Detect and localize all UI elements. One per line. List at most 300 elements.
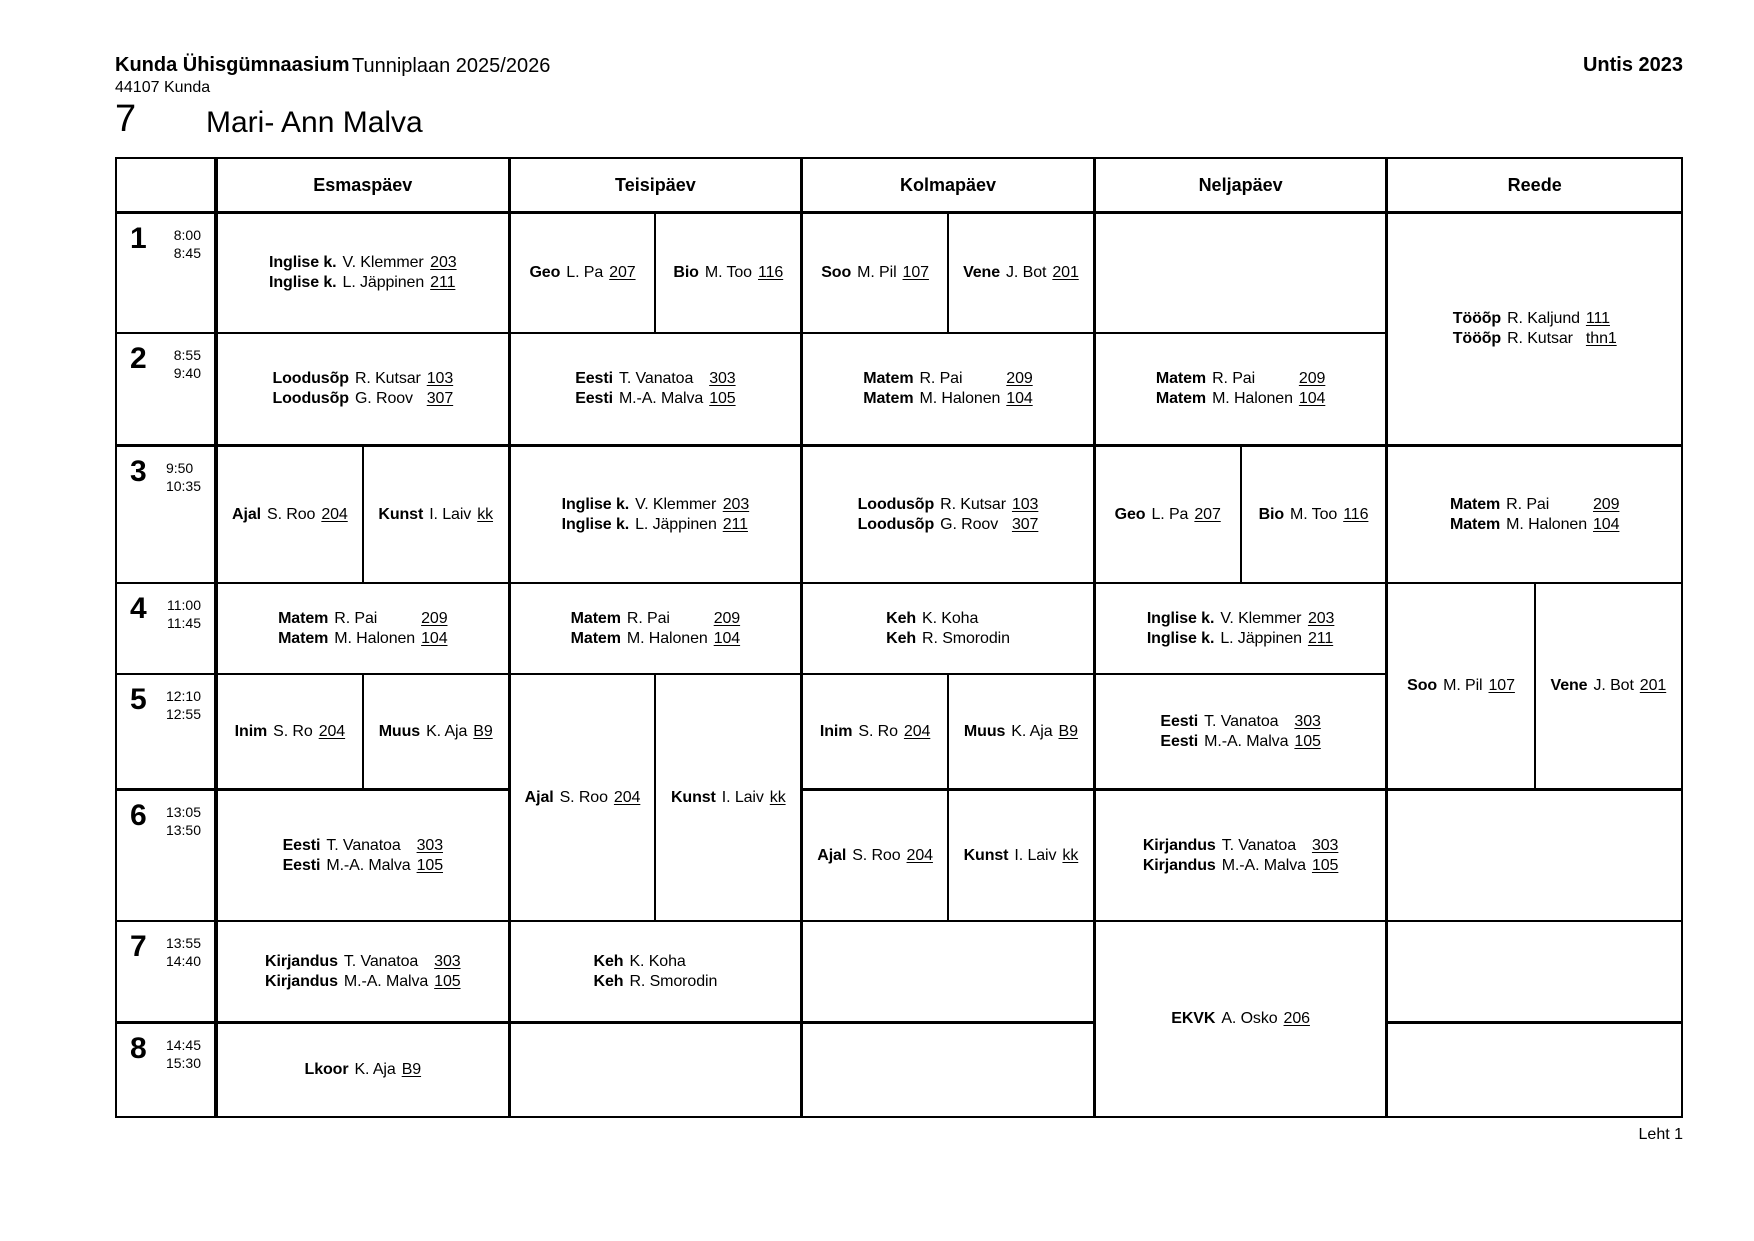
lesson-cell [218,675,511,791]
lesson-group [855,495,1042,535]
lesson-group [229,505,351,525]
lesson-group [302,1060,425,1080]
lesson-cell [1096,447,1389,584]
lesson-subject: EKVK [1171,1010,1216,1027]
lesson-teacher: R. Pai [1506,495,1550,513]
lesson-teacher: S. Roo [559,788,608,806]
lesson-cell [1096,922,1389,1116]
lesson-line [302,1060,425,1080]
lesson-subject: Eesti [575,390,613,407]
lesson-subject: Inglise k. [269,254,337,271]
period-start-time: 8:00 [173,227,201,243]
lesson-subcell [1536,584,1681,788]
lesson-line [961,722,1081,742]
lesson-line [855,495,1042,515]
lesson-teacher: S. Ro [858,722,898,740]
lesson-line [668,788,789,808]
lesson-room: 204 [613,788,641,806]
lesson-room: 107 [902,264,929,281]
empty-cell [803,922,1096,1024]
lesson-group [266,253,460,293]
lesson-room: 203 [722,495,750,513]
lesson-subject: Matem [278,609,329,627]
lesson-line [572,389,738,409]
lesson-room: 104 [1298,390,1326,407]
period-end-time: 10:35 [165,478,201,495]
lesson-line [670,263,786,283]
lesson-line [817,722,933,742]
empty-cell [511,1024,804,1116]
lesson-group [591,952,721,992]
lesson-room: 307 [426,390,454,407]
empty-cell [1388,922,1681,1024]
lesson-subject: Inglise k. [1146,629,1215,647]
lesson-room: 105 [709,390,736,407]
period-times [166,933,201,970]
lesson-teacher: R. Pai [626,609,670,627]
lesson-line [526,263,638,283]
lesson-subject: Geo [1114,505,1146,523]
lesson-teacher: M. Halonen [1212,390,1293,407]
lesson-group [280,836,446,876]
untis-brand: Untis 2023 [1582,54,1683,76]
lesson-cell [511,447,804,584]
lesson-line [1157,732,1323,752]
lesson-line [266,253,460,273]
lesson-cell [1096,584,1389,675]
period-cell [117,922,218,1024]
lesson-subject: Keh [886,629,917,647]
lesson-cell [218,1024,511,1116]
period-number: 3 [130,455,147,488]
lesson-teacher: A. Osko [1221,1010,1278,1027]
lesson-room: 206 [1283,1010,1310,1027]
lesson-group [817,722,933,742]
lesson-subject: Kirjandus [265,972,338,990]
lesson-subject: Inim [819,722,853,740]
lesson-line [1168,1009,1313,1029]
lesson-line [1450,309,1620,329]
lesson-line [883,629,1013,649]
corner-cell [117,159,218,214]
lesson-group [1168,1009,1313,1029]
lesson-room: 107 [1488,677,1515,694]
period-start-time: 13:05 [165,804,201,820]
lesson-room: 203 [430,254,457,271]
lesson-line [960,263,1082,283]
lesson-cell [218,334,511,447]
lesson-teacher: M.-A. Malva [326,856,411,874]
period-times [166,686,201,723]
lesson-cell [511,675,804,922]
lesson-subject: Matem [570,629,621,647]
lesson-room: 307 [1011,515,1039,533]
lesson-room: 104 [1006,390,1033,407]
period-times [167,595,201,632]
empty-cell [1388,1024,1681,1116]
lesson-subject: Matem [1449,495,1501,513]
lesson-teacher: M.-A. Malva [618,390,704,407]
lesson-teacher: I. Laiv [1014,846,1057,864]
lesson-line [1153,369,1328,389]
lesson-line [375,505,496,525]
lesson-teacher: R. Kutsar [1507,330,1573,347]
period-number: 8 [130,1032,147,1065]
lesson-teacher: I. Laiv [721,788,764,806]
lesson-teacher: V. Klemmer [342,254,424,271]
lesson-group [376,722,496,742]
lesson-teacher: S. Roo [267,505,316,523]
lesson-teacher: M. Pil [857,264,897,281]
lesson-group [232,722,348,742]
lesson-subject: Soo [821,264,852,281]
lesson-line [961,846,1082,866]
lesson-teacher: J. Bot [1006,264,1047,281]
day-header [1388,159,1681,214]
timetable-grid [115,157,1683,1118]
lesson-group [1144,609,1338,649]
lesson-subject: Keh [593,952,624,970]
lesson-subcell [364,675,508,788]
lesson-subject: Loodusõp [272,370,349,387]
lesson-subject: Eesti [1160,732,1199,750]
period-cell [117,334,218,447]
lesson-subject: Matem [863,390,914,407]
lesson-group [1157,712,1323,752]
day-header-label: Teisipäev [615,174,696,195]
lesson-group [262,952,464,992]
lesson-teacher: K. Aja [1011,722,1053,740]
lesson-room: 103 [426,370,454,387]
lesson-group [1153,369,1328,409]
lesson-room: 105 [434,972,461,990]
lesson-line [266,273,460,293]
lesson-subject: Geo [529,264,561,281]
lesson-cell [218,447,511,584]
lesson-line [860,389,1035,409]
lesson-group [960,263,1082,283]
lesson-subject: Inglise k. [269,274,337,291]
lesson-room: 104 [713,629,741,647]
lesson-subcell [803,791,949,920]
lesson-teacher: G. Roov [940,515,999,533]
period-end-time: 8:45 [173,245,201,262]
lesson-teacher: T. Vanatoa [618,370,694,387]
lesson-group [559,495,753,535]
lesson-line [814,846,936,866]
lesson-group [883,609,1013,649]
school-name: Kunda Ühisgümnaasium [115,54,350,76]
lesson-group [568,609,743,649]
lesson-teacher: K. Aja [354,1061,396,1078]
lesson-line [1450,329,1620,349]
lesson-cell [218,214,511,334]
lesson-subcell [1242,447,1386,582]
lesson-subject: Tööõp [1452,310,1502,327]
lesson-subcell [949,791,1093,920]
page-number: Leht 1 [1638,1126,1683,1143]
lesson-cell [803,675,1096,791]
lesson-group [526,263,638,283]
lesson-subject: Muus [378,722,421,740]
lesson-room: 207 [609,264,636,281]
lesson-subject: Keh [593,972,624,990]
lesson-subject: Inim [234,722,268,740]
lesson-teacher: S. Ro [273,722,313,740]
lesson-line [280,856,446,876]
period-end-time: 14:40 [165,953,201,970]
lesson-cell [1096,791,1389,922]
lesson-line [1447,515,1622,535]
period-times [174,345,201,382]
lesson-line [883,609,1013,629]
lesson-subcell [218,447,364,582]
lesson-room: thn1 [1585,330,1617,347]
period-end-time: 12:55 [165,706,201,723]
period-number: 2 [130,342,147,375]
plan-title: Tunniplaan 2025/2026 [352,55,551,77]
lesson-teacher: I. Laiv [429,505,472,523]
lesson-cell [218,791,511,922]
day-header-label: Esmaspäev [313,174,413,195]
lesson-teacher: S. Roo [852,846,901,864]
lesson-teacher: G. Roov [354,390,413,407]
day-header [218,159,511,214]
lesson-group [1450,309,1620,349]
lesson-subcell [803,675,949,788]
lesson-group [860,369,1035,409]
lesson-subject: Matem [1449,515,1501,533]
lesson-subject: Ajal [232,505,261,523]
lesson-teacher: T. Vanatoa [1221,836,1297,854]
lesson-group [375,505,496,525]
lesson-subcell [656,675,800,920]
lesson-subject: Kirjandus [265,952,338,970]
lesson-group [1112,505,1224,525]
period-start-time: 8:55 [173,347,201,363]
lesson-line [232,722,348,742]
lesson-teacher: R. Smorodin [922,629,1010,647]
lesson-room: 303 [434,952,461,970]
lesson-cell [218,584,511,675]
lesson-cell [803,447,1096,584]
lesson-room: 207 [1194,505,1221,523]
lesson-subject: Vene [963,264,1001,281]
period-end-time: 9:40 [173,365,201,382]
lesson-teacher: R. Kaljund [1507,310,1580,327]
lesson-line [1256,505,1372,525]
period-end-time: 15:30 [165,1055,201,1072]
lesson-room: 303 [416,836,443,854]
lesson-room: 105 [1294,732,1321,750]
lesson-subcell [656,214,800,332]
period-times [166,1035,201,1072]
lesson-subject: Loodusõp [857,515,935,533]
period-number: 6 [130,799,147,832]
lesson-subcell [1096,447,1242,582]
lesson-line [1447,495,1622,515]
lesson-cell [511,334,804,447]
lesson-teacher: T. Vanatoa [1204,712,1279,730]
lesson-subject: Eesti [282,836,321,854]
lesson-room: 209 [1298,370,1326,387]
lesson-subject: Matem [1155,370,1207,387]
lesson-subcell [1388,584,1535,788]
lesson-group [670,263,786,283]
lesson-room: 201 [1052,264,1079,281]
lesson-line [280,836,446,856]
lesson-subject: Matem [570,609,621,627]
lesson-teacher: M. Halonen [334,629,416,647]
lesson-line [269,389,456,409]
empty-cell [1096,214,1389,334]
lesson-line [1157,712,1323,732]
lesson-teacher: R. Pai [334,609,378,627]
lesson-subject: Eesti [1160,712,1199,730]
student-name: Mari- Ann Malva [206,106,423,139]
lesson-line [568,609,743,629]
lesson-teacher: R. Kutsar [940,495,1006,513]
lesson-teacher: R. Smorodin [629,972,718,990]
lesson-group [1548,676,1670,696]
lesson-room: kk [769,788,786,806]
period-number: 4 [130,592,147,625]
lesson-cell [511,922,804,1024]
lesson-room: 303 [709,370,736,387]
lesson-group [275,609,450,649]
period-cell [117,447,218,584]
lesson-subject: Eesti [575,370,613,387]
lesson-group [818,263,932,283]
period-end-time: 13:50 [165,822,201,839]
day-header [803,159,1096,214]
day-header [511,159,804,214]
lesson-cell [803,791,1096,922]
lesson-line [855,515,1042,535]
period-cell [117,791,218,922]
lesson-room: 209 [421,609,448,627]
period-number: 5 [130,683,147,716]
lesson-group [961,846,1082,866]
lesson-subcell [511,214,657,332]
lesson-group [522,788,644,808]
lesson-subject: Tööõp [1452,330,1502,347]
lesson-line [1140,836,1342,856]
lesson-line [572,369,738,389]
lesson-teacher: V. Klemmer [1220,609,1302,627]
lesson-cell [1388,584,1681,791]
lesson-line [860,369,1035,389]
lesson-room: 211 [1307,629,1334,647]
period-end-time: 11:45 [167,615,201,632]
lesson-subject: Keh [886,609,917,627]
lesson-cell [218,922,511,1024]
lesson-room: 211 [722,515,748,533]
lesson-room: 204 [321,505,348,523]
lesson-group [961,722,1081,742]
lesson-room: 104 [421,629,448,647]
lesson-subject: Loodusõp [857,495,935,513]
lesson-line [229,505,351,525]
period-number: 1 [130,222,147,255]
lesson-room: kk [1062,846,1079,864]
lesson-line [262,972,464,992]
period-number: 7 [130,930,147,963]
lesson-cell [1096,334,1389,447]
lesson-teacher: V. Klemmer [635,495,717,513]
lesson-teacher: K. Aja [426,722,468,740]
lesson-group [1256,505,1372,525]
lesson-room: 211 [430,274,456,291]
lesson-subject: Muus [963,722,1006,740]
lesson-teacher: R. Pai [1212,370,1256,387]
lesson-line [275,609,450,629]
period-start-time: 9:50 [165,460,194,476]
lesson-group [1447,495,1622,535]
lesson-group [1140,836,1342,876]
lesson-line [1144,609,1338,629]
period-times [166,802,201,839]
lesson-group [1404,676,1518,696]
period-cell [117,584,218,675]
lesson-room: 204 [903,722,931,740]
lesson-room: 209 [1006,370,1033,387]
day-header-label: Reede [1507,174,1562,195]
lesson-subject: Matem [863,370,914,387]
lesson-subject: Vene [1550,677,1588,694]
lesson-line [559,495,753,515]
lesson-subject: Bio [673,264,699,281]
lesson-room: 303 [1294,712,1321,730]
lesson-teacher: K. Koha [629,952,686,970]
period-cell [117,675,218,791]
lesson-line [1404,676,1518,696]
lesson-cell [1388,447,1681,584]
lesson-subject: Inglise k. [561,515,630,533]
period-times [166,458,201,495]
lesson-subject: Kirjandus [1142,836,1216,854]
lesson-room: 111 [1585,310,1610,327]
lesson-line [818,263,932,283]
lesson-room: B9 [1058,722,1078,740]
lesson-teacher: L. Jäppinen [635,515,717,533]
lesson-teacher: J. Bot [1593,677,1634,694]
lesson-group [269,369,456,409]
day-header-label: Kolmapäev [899,174,997,195]
lesson-room: 201 [1639,677,1667,694]
lesson-subject: Lkoor [304,1061,349,1078]
lesson-subcell [218,675,364,788]
lesson-room: 116 [1343,505,1369,523]
lesson-teacher: M. Halonen [626,629,708,647]
period-start-time: 13:55 [165,935,201,951]
lesson-line [262,952,464,972]
period-cell [117,214,218,334]
lesson-line [1144,629,1338,649]
lesson-subcell [949,675,1093,788]
lesson-line [376,722,496,742]
period-times [174,225,201,262]
lesson-room: 209 [1593,495,1620,513]
lesson-subject: Kirjandus [1142,856,1216,874]
lesson-subject: Kunst [963,846,1009,864]
period-start-time: 14:45 [165,1037,201,1053]
lesson-teacher: M. Halonen [919,390,1001,407]
lesson-line [1153,389,1328,409]
lesson-subject: Kunst [670,788,716,806]
lesson-room: kk [477,505,494,523]
lesson-room: 209 [713,609,741,627]
